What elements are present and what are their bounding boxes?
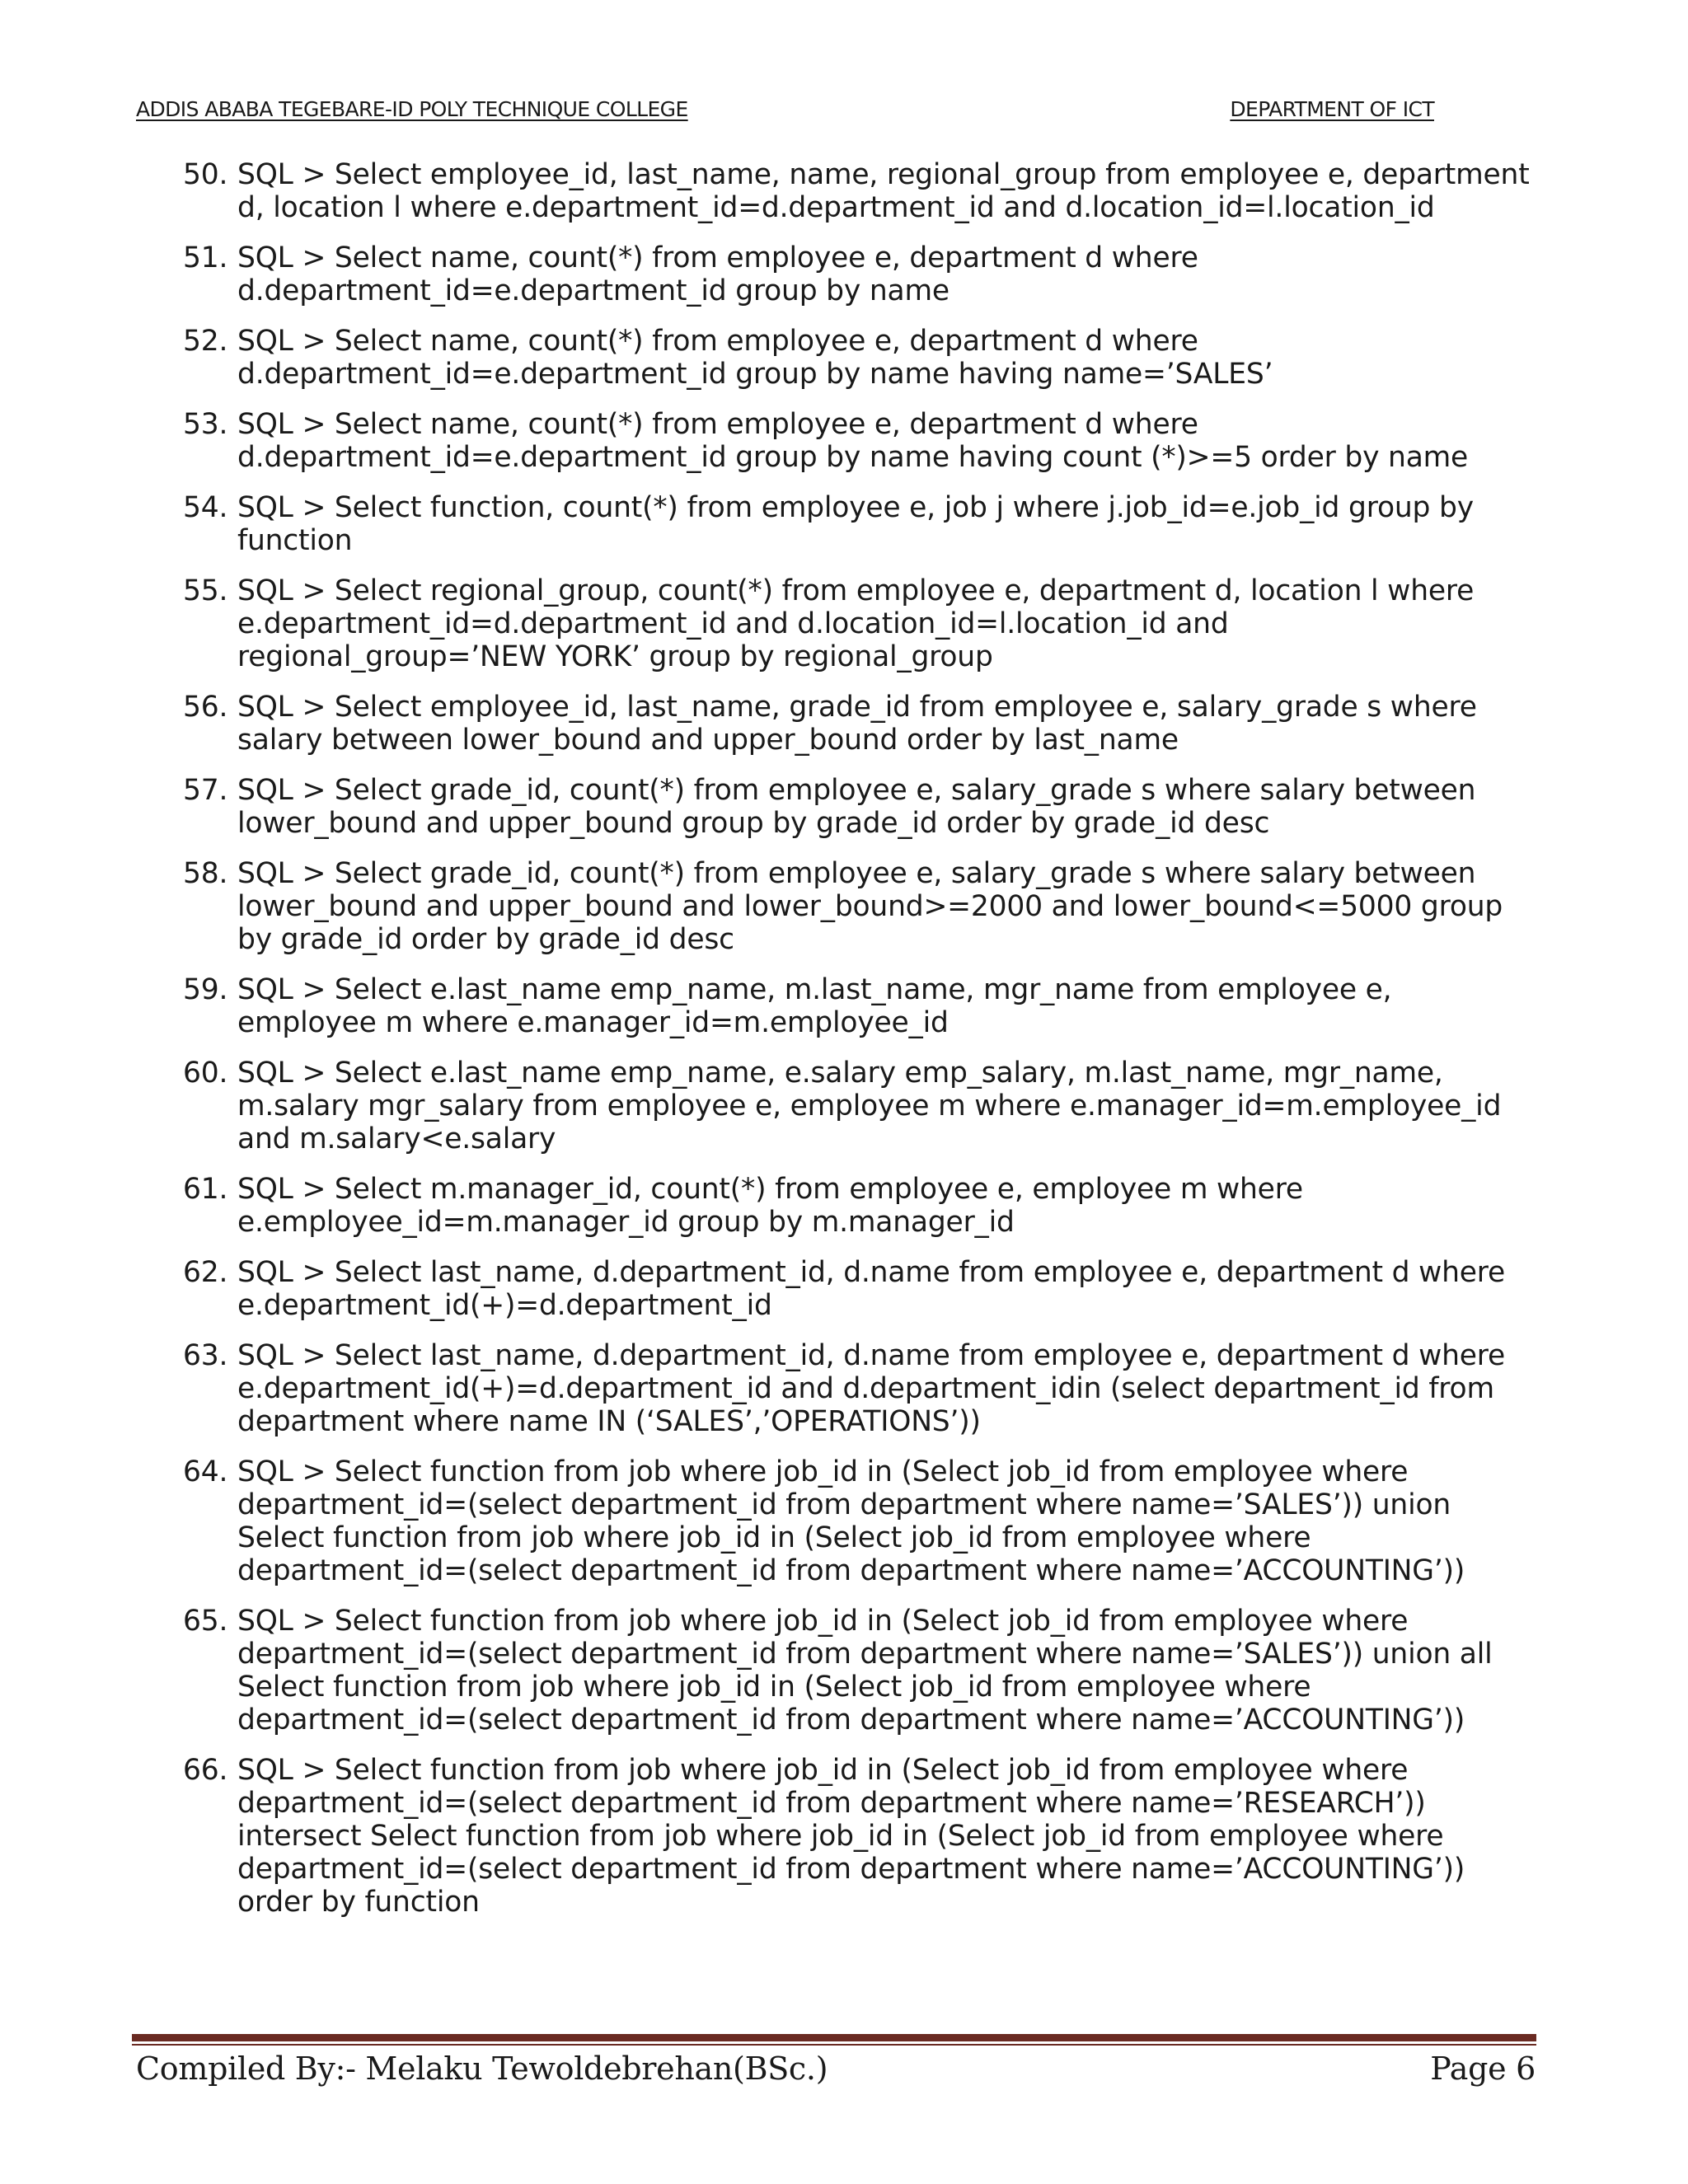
list-item xyxy=(183,973,1543,1039)
list-item xyxy=(183,857,1543,956)
item-number: 53. xyxy=(183,408,228,441)
item-text: SQL > Select grade_id, count(*) from employee e, salary_grade s where salary between lower_bound and upper_bound group by grade_id order by grade_id desc xyxy=(237,774,1476,840)
item-text: SQL > Select function from job where job_id in (Select job_id from employee where department_id=(select department_id from department where name=’SALES’)) union all Select function from job where job_id in (Select job_id from employee where department_id=(select department_id from department where name=’ACCOUNTING’)) xyxy=(237,1605,1493,1736)
list-item xyxy=(183,1256,1543,1322)
list-item xyxy=(183,491,1543,557)
page-header xyxy=(136,97,1434,130)
list-item xyxy=(183,1057,1543,1155)
sql-query-list xyxy=(183,158,1543,1936)
item-text: SQL > Select last_name, d.department_id, d.name from employee e, department d where e.department_id(+)=d.department_id xyxy=(237,1256,1506,1322)
item-text: SQL > Select m.manager_id, count(*) from employee e, employee m where e.employee_id=m.manager_id group by m.manager_id xyxy=(237,1173,1303,1239)
item-number: 59. xyxy=(183,973,228,1006)
list-item xyxy=(183,1754,1543,1919)
list-item xyxy=(183,1455,1543,1587)
item-number: 51. xyxy=(183,241,228,274)
item-text: SQL > Select employee_id, last_name, grade_id from employee e, salary_grade s where salary between lower_bound and upper_bound order by last_name xyxy=(237,691,1477,757)
footer-divider-thin xyxy=(132,2044,1536,2046)
item-text: SQL > Select regional_group, count(*) from employee e, department d, location l where e.department_id=d.department_id and d.location_id=l.location_id and regional_group=’NEW YORK’ group by regional_group xyxy=(237,574,1475,673)
item-number: 66. xyxy=(183,1754,228,1787)
item-number: 52. xyxy=(183,325,228,358)
item-number: 64. xyxy=(183,1455,228,1488)
list-item xyxy=(183,774,1543,840)
item-number: 50. xyxy=(183,158,228,191)
college-name: ADDIS ABABA TEGEBARE-ID POLY TECHNIQUE COLLEGE xyxy=(136,97,688,121)
list-item xyxy=(183,1173,1543,1239)
department-name: DEPARTMENT OF ICT xyxy=(1230,97,1434,121)
list-item xyxy=(183,325,1543,391)
item-text: SQL > Select function from job where job_id in (Select job_id from employee where department_id=(select department_id from department where name=’SALES’)) union Select function from job where job_id in (Select job_id from employee where department_id=(select department_id from department where name=’ACCOUNTING’)) xyxy=(237,1455,1465,1587)
item-number: 61. xyxy=(183,1173,228,1206)
list-item xyxy=(183,158,1543,224)
list-item xyxy=(183,574,1543,673)
item-number: 63. xyxy=(183,1339,228,1372)
item-number: 62. xyxy=(183,1256,228,1289)
list-item xyxy=(183,691,1543,757)
item-text: SQL > Select grade_id, count(*) from employee e, salary_grade s where salary between lower_bound and upper_bound and lower_bound>=2000 and lower_bound<=5000 group by grade_id order by grade_id desc xyxy=(237,857,1503,956)
item-number: 60. xyxy=(183,1057,228,1090)
footer-divider-thick xyxy=(132,2034,1536,2041)
item-text: SQL > Select last_name, d.department_id, d.name from employee e, department d where e.department_id(+)=d.department_id and d.department_idin (select department_id from department where name IN (‘SALES’,’OPERATIONS’)) xyxy=(237,1339,1506,1438)
list-item xyxy=(183,408,1543,474)
item-number: 57. xyxy=(183,774,228,807)
item-text: SQL > Select function from job where job_id in (Select job_id from employee where department_id=(select department_id from department where name=’RESEARCH’)) intersect Select function from job where job_id in (Select job_id from employee where department_id=(select department_id from department where name=’ACCOUNTING’)) order by function xyxy=(237,1754,1465,1919)
item-text: SQL > Select employee_id, last_name, name, regional_group from employee e, department d, location l where e.department_id=d.department_id and d.location_id=l.location_id xyxy=(237,158,1530,224)
item-number: 55. xyxy=(183,574,228,607)
list-item xyxy=(183,1605,1543,1736)
item-text: SQL > Select e.last_name emp_name, m.last_name, mgr_name from employee e, employee m where e.manager_id=m.employee_id xyxy=(237,973,1392,1039)
item-text: SQL > Select function, count(*) from employee e, job j where j.job_id=e.job_id group by function xyxy=(237,491,1474,557)
item-number: 56. xyxy=(183,691,228,724)
footer-divider xyxy=(132,2034,1536,2046)
item-text: SQL > Select e.last_name emp_name, e.salary emp_salary, m.last_name, mgr_name, m.salary mgr_salary from employee e, employee m where e.manager_id=m.employee_id and m.salary<e.salary xyxy=(237,1057,1502,1155)
item-text: SQL > Select name, count(*) from employee e, department d where d.department_id=e.department_id group by name having count (*)>=5 order by name xyxy=(237,408,1469,474)
item-text: SQL > Select name, count(*) from employee e, department d where d.department_id=e.department_id group by name xyxy=(237,241,1198,307)
page-number: Page 6 xyxy=(1430,2050,1536,2087)
item-number: 58. xyxy=(183,857,228,890)
item-text: SQL > Select name, count(*) from employee e, department d where d.department_id=e.department_id group by name having name=’SALES’ xyxy=(237,325,1273,391)
item-number: 65. xyxy=(183,1605,228,1638)
list-item xyxy=(183,241,1543,307)
page-footer xyxy=(136,2050,1536,2100)
list-item xyxy=(183,1339,1543,1438)
item-number: 54. xyxy=(183,491,228,524)
compiled-by: Compiled By:- Melaku Tewoldebrehan(BSc.) xyxy=(136,2050,828,2087)
